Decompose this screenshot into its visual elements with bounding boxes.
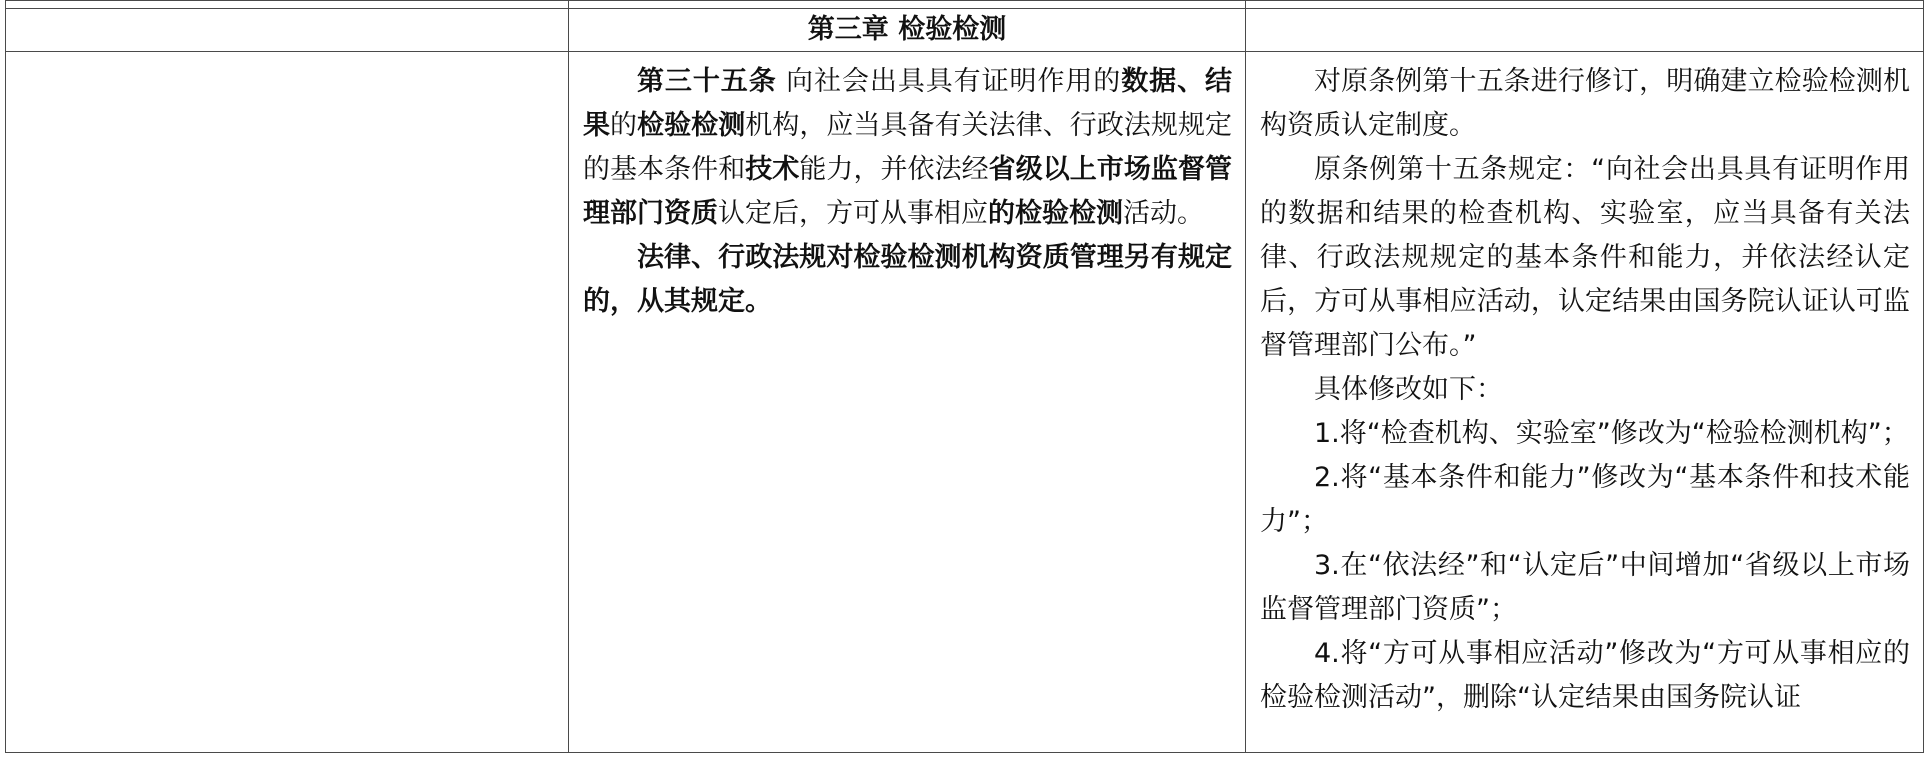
article-segment: 第三十五条 xyxy=(637,66,777,97)
empty-cell xyxy=(569,1,1246,9)
empty-cell xyxy=(6,1,569,9)
article-segment: 数据、结果 xyxy=(583,66,1233,141)
empty-cell xyxy=(1246,1,1924,9)
article-segment: 机构，应当具备有关法律、行政法规规定的基本条件和 xyxy=(583,110,1233,185)
empty-cell xyxy=(1246,9,1924,52)
table-top-row xyxy=(6,1,1924,9)
empty-cell xyxy=(6,52,569,753)
document-table xyxy=(5,0,1924,753)
explanation-item: 1.将“检查机构、实验室”修改为“检验检测机构”； xyxy=(1314,418,1909,449)
empty-cell xyxy=(6,9,569,52)
article-segment: 省级以上市场监督管理部门资质 xyxy=(583,154,1233,229)
article-segment: 的检验检测 xyxy=(988,198,1123,229)
chapter-row xyxy=(6,9,1924,52)
explanation-cell xyxy=(1246,52,1924,753)
article-segment: 的 xyxy=(610,110,638,141)
explanation-paragraph: 原条例第十五条规定：“向社会出具具有证明作用的数据和结果的检查机构、实验室，应当具备有关法律、行政法规规定的基本条件和能力，并依法经认定后，方可从事相应活动，认定结果由国务院认证认可监督管理部门公布。” xyxy=(1260,154,1910,361)
explanation-paragraph: 对原条例第十五条进行修订，明确建立检验检测机构资质认定制度。 xyxy=(1260,66,1910,141)
article-segment: 技术 xyxy=(745,154,800,185)
explanation-item: 3.在“依法经”和“认定后”中间增加“省级以上市场监督管理部门资质”； xyxy=(1260,550,1910,625)
article-segment: 检验检测 xyxy=(637,110,746,141)
chapter-title: 第三章 检验检测 xyxy=(569,9,1246,52)
article-segment: 向社会出具具有证明作用的 xyxy=(776,66,1122,97)
explanation-item: 4.将“方可从事相应活动”修改为“方可从事相应的检验检测活动”，删除“认定结果由国务院认证 xyxy=(1260,638,1910,713)
article-segment: 能力，并依法经 xyxy=(799,154,989,185)
article-segment: 认定后，方可从事相应 xyxy=(718,198,988,229)
article-35-second-paragraph: 法律、行政法规对检验检测机构资质管理另有规定的，从其规定。 xyxy=(583,242,1232,317)
article-segment: 活动。 xyxy=(1123,198,1204,229)
article-row xyxy=(6,52,1924,753)
revised-text-cell xyxy=(569,52,1246,753)
explanation-paragraph: 具体修改如下： xyxy=(1314,374,1503,405)
explanation-item: 2.将“基本条件和能力”修改为“基本条件和技术能力”； xyxy=(1260,462,1910,537)
article-35-paragraph xyxy=(583,60,1232,236)
